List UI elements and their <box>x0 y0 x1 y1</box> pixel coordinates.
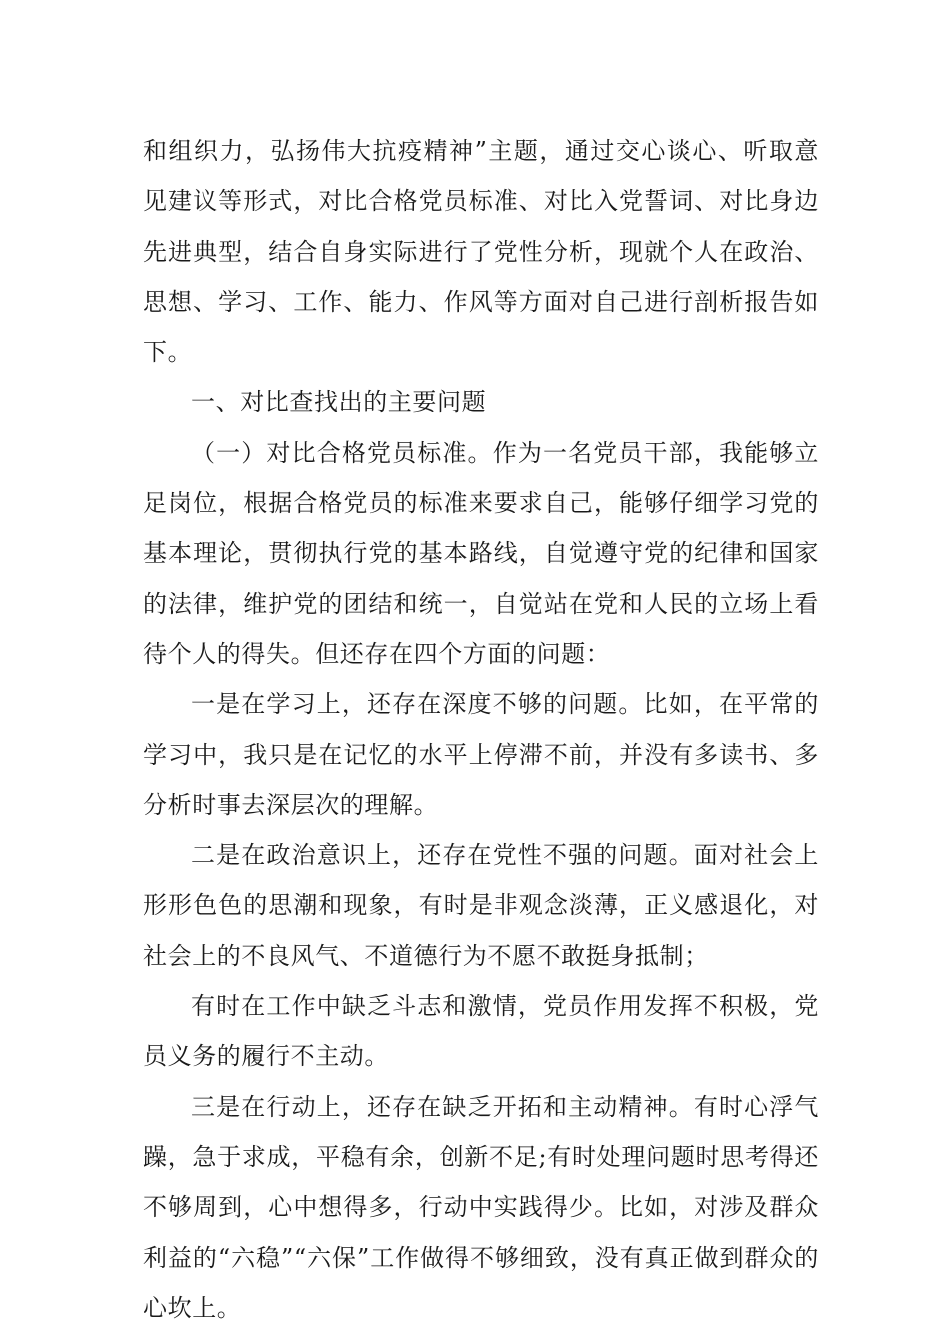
paragraph-political-awareness-issue: 二是在政治意识上，还存在党性不强的问题。面对社会上形形色色的思潮和现象，有时是非观念淡薄，正义感退化，对社会上的不良风气、不道德行为不愿不敢挺身抵制； <box>143 841 819 970</box>
paragraph-intro-continuation: 和组织力，弘扬伟大抗疫精神”主题，通过交心谈心、听取意见建议等形式，对比合格党员标准、对比入党誓词、对比身边先进典型，结合自身实际进行了党性分析，现就个人在政治、思想、学习、工作、能力、作风等方面对自己进行剖析报告如下。 <box>143 137 819 367</box>
document-body <box>143 126 819 1333</box>
section-heading-main-problems: 一、对比查找出的主要问题 <box>191 388 487 417</box>
paragraph-work-passion-issue: 有时在工作中缺乏斗志和激情，党员作用发挥不积极，党员义务的履行不主动。 <box>143 992 819 1071</box>
paragraph-action-issue: 三是在行动上，还存在缺乏开拓和主动精神。有时心浮气躁，急于求成，平稳有余，创新不足;有时处理问题时思考得还不够周到，心中想得多，行动中实践得少。比如，对涉及群众利益的“六稳”“六保”工作做得不够细致，没有真正做到群众的心坎上。 <box>143 1092 819 1322</box>
paragraph-party-member-standard: （一）对比合格党员标准。作为一名党员干部，我能够立足岗位，根据合格党员的标准来要求自己，能够仔细学习党的基本理论，贯彻执行党的基本路线，自觉遵守党的纪律和国家的法律，维护党的团结和统一，自觉站在党和人民的立场上看待个人的得失。但还存在四个方面的问题： <box>143 438 819 668</box>
paragraph-study-issue: 一是在学习上，还存在深度不够的问题。比如，在平常的学习中，我只是在记忆的水平上停滞不前，并没有多读书、多分析时事去深层次的理解。 <box>143 690 819 819</box>
